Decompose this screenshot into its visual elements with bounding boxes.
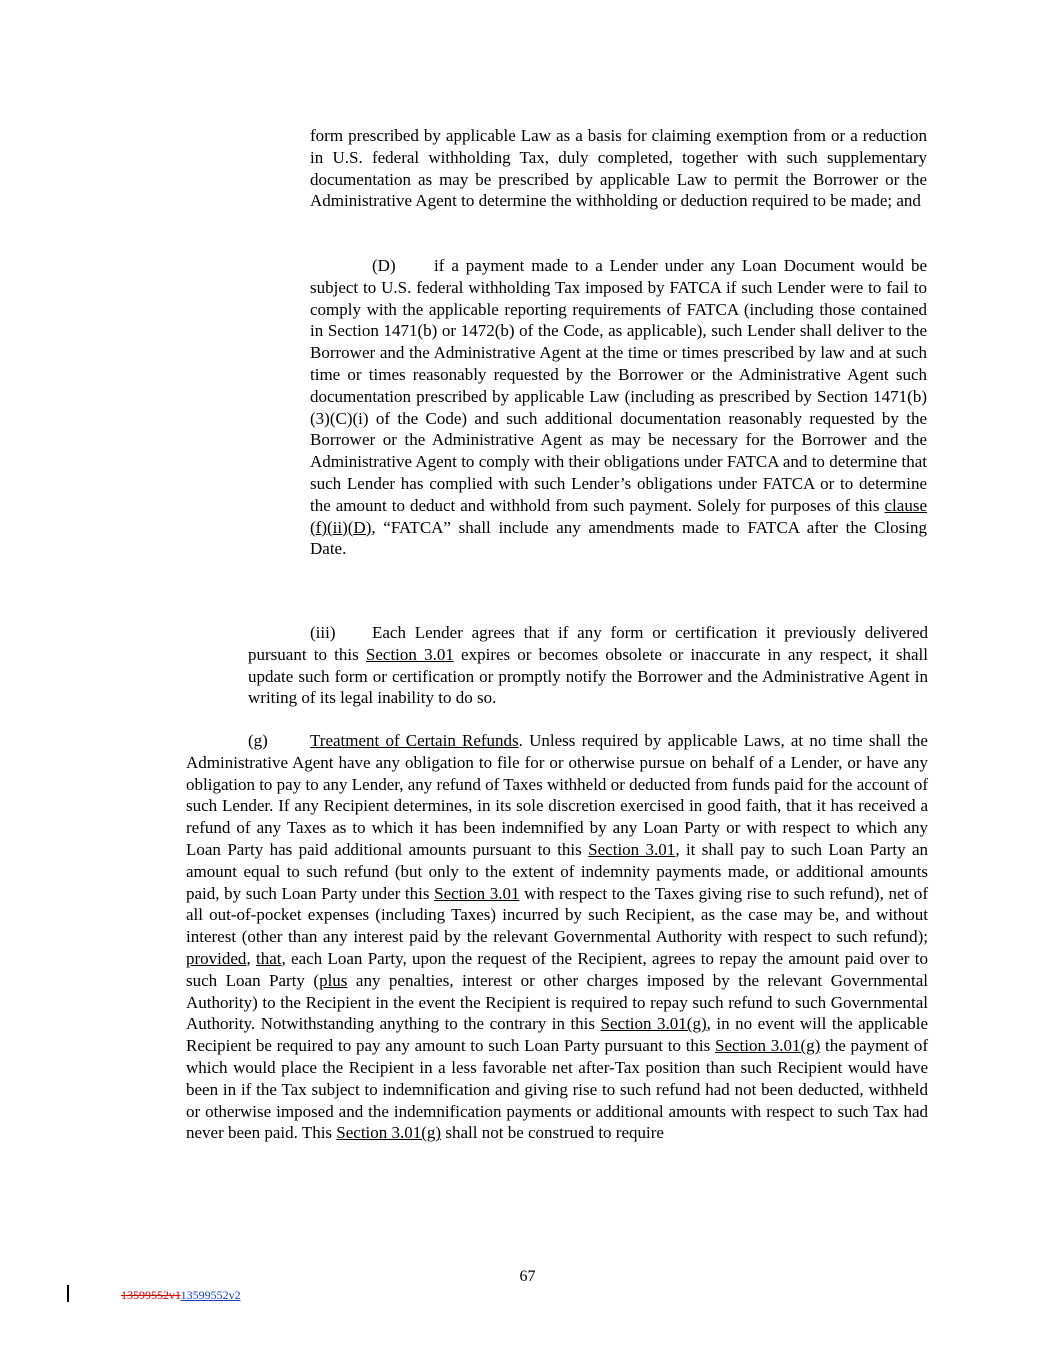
paragraph-clause-g [186,730,928,1144]
clause-text: the payment of which would place the Recipient in a less favorable net after-Tax position than such Recipient would have been in if the Tax subject to indemnification and giving rise to such refund had not been deducted, withheld or otherwise imposed and the indemnification payments or additional amounts with respect to such Tax had never been paid. This [186,1036,928,1143]
clause-text: , [246,948,256,968]
cross-reference: clause (f)(ii)(D) [310,495,927,537]
deleted-doc-id: 13599552v1 [121,1288,181,1302]
change-bar [67,1285,69,1302]
clause-text: if a payment made to a Lender under any Loan Document would be subject to U.S. federal withholding Tax imposed by FATCA if such Lender were to fail to comply with the applicable reporting requirements of FATCA (including those contained in Section 1471(b) or 1472(b) of the Code, as applicable), such Lender shall deliver to the Borrower and the Administrative Agent at the time or times prescribed by law and at such time or times reasonably requested by the Borrower or the Administrative Agent such documentation prescribed by applicable Law (including as prescribed by Section 1471(b)(3)(C)(i) of the Code) and such additional documentation reasonably requested by the Borrower or the Administrative Agent as may be necessary for the Borrower and the Administrative Agent to comply with their obligations under FATCA and to determine that such Lender has complied with such Lender’s obligations under FATCA or to determine the amount to deduct and withhold from such payment. Solely for purposes of this [310,256,927,515]
clause-text: , each Loan Party, upon the request of the Recipient, agrees to repay the amount paid over to such Loan Party ( [186,948,928,990]
emphasis-term: that [256,948,282,968]
cross-reference: Section 3.01 [365,644,454,664]
clause-label: (D) [372,256,396,275]
clause-text: , “FATCA” shall include any amendments made to FATCA after the Closing Date. [310,517,927,559]
emphasis-term: provided [186,948,247,968]
clause-label: (iii) [310,623,336,642]
inserted-doc-id: 13599552v2 [180,1288,241,1302]
clause-heading: Treatment of Certain Refunds [310,731,519,750]
paragraph-clause-iii [248,622,928,709]
cross-reference: Section 3.01(g) [600,1014,707,1034]
clause-text: expires or becomes obsolete or inaccurate in any respect, it shall update such form or certification or promptly notify the Borrower and the Administrative Agent in writing of its legal inability to do so. [248,644,928,708]
emphasis-term: plus [319,970,348,990]
paragraph-continuation: form prescribed by applicable Law as a basis for claiming exemption from or a reduction in U.S. federal withholding Tax, duly completed, together with such supplementary documentation as may be prescribed by applicable Law to permit the Borrower or the Administrative Agent to determine the withholding or deduction required to be made; and [310,126,927,211]
page-number: 67 [519,1268,536,1285]
paragraph-clause-d [310,255,927,560]
cross-reference: Section 3.01 [588,839,676,859]
clause-text: shall not be construed to require [441,1123,664,1143]
clause-text: with respect to the Taxes giving rise to such refund), net of all out-of-pocket expenses (including Taxes) incurred by such Recipient, as the case may be, and without interest (other than any interest paid by the relevant Governmental Authority with respect to such refund); [186,883,928,947]
clause-text: any penalties, interest or other charges imposed by the relevant Governmental Authority) to the Recipient in the event the Recipient is required to repay such refund to such Governmental Authority. Notwithstanding anything to the contrary in this [186,970,928,1034]
cross-reference: Section 3.01(g) [715,1036,821,1056]
document-id-footer [121,1288,241,1303]
clause-text: , in no event will the applicable Recipient be required to pay any amount to such Loan Party pursuant to this [186,1014,928,1056]
clause-text: . Unless required by applicable Laws, at no time shall the Administrative Agent have any obligation to file for or otherwise pursue on behalf of a Lender, or have any obligation to pay to any Lender, any refund of Taxes withheld or deducted from funds paid for the account of such Lender. If any Recipient determines, in its sole discretion exercised in good faith, that it has received a refund of any Taxes as to which it has been indemnified by any Loan Party or with respect to which any Loan Party has paid additional amounts pursuant to this [186,731,928,859]
cross-reference: Section 3.01 [434,883,520,903]
clause-text: Each Lender agrees that if any form or certification it previously delivered pursuant to this [248,623,928,664]
cross-reference: Section 3.01(g) [336,1123,442,1143]
clause-text: , it shall pay to such Loan Party an amount equal to such refund (but only to the extent of indemnity payments made, or additional amounts paid, by such Loan Party under this [186,839,929,903]
clause-label: (g) [248,731,268,750]
